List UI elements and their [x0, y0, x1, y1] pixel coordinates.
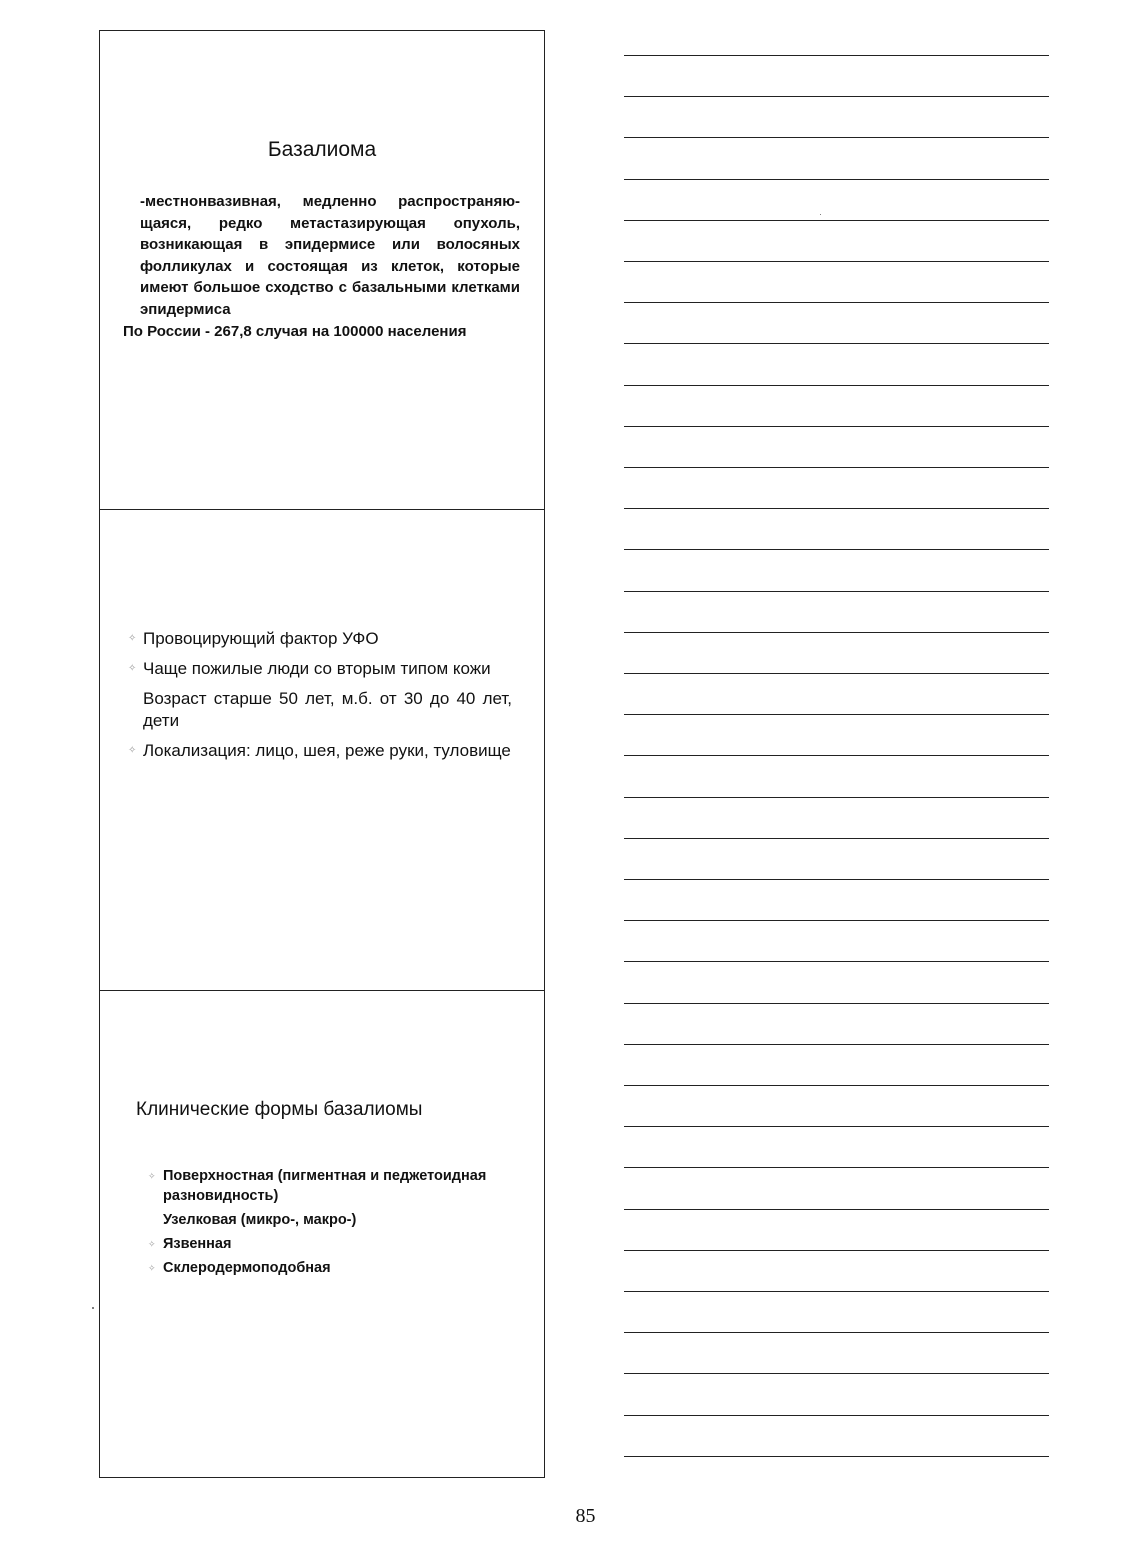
slide-basalioma-definition — [100, 31, 544, 510]
clinical-forms-list — [148, 1166, 518, 1282]
list-item: ✧ Чаще пожилые люди со вторым типом кожи — [128, 659, 491, 678]
note-line — [624, 1209, 1049, 1210]
list-item: ✧ Склеродермоподобная — [148, 1260, 331, 1276]
note-line — [624, 591, 1049, 592]
note-line — [624, 797, 1049, 798]
note-line — [624, 1456, 1049, 1457]
note-line — [624, 1003, 1049, 1004]
bullet-icon: ✧ — [128, 663, 137, 674]
bullet-icon: ✧ — [148, 1171, 156, 1181]
list-item: ✧ Поверхностная (пигментная и педжетоидная разновидность) — [148, 1168, 487, 1204]
note-line — [624, 220, 1049, 221]
list-item: ✧ Провоцирующий фактор УФО — [128, 629, 379, 648]
note-line — [624, 673, 1049, 674]
definition-text: -местнонвазивная, медленно распространяю-щаяся, редко метастазирующая опухоль, возникающая в эпидермисе или волосяных фолликулах и состоящая из клеток, которые имеют большое сходство с базальными клетками эпидермиса — [140, 193, 520, 318]
note-line — [624, 1085, 1049, 1086]
bullet-icon: ✧ — [148, 1263, 156, 1273]
note-line — [624, 920, 1049, 921]
note-line — [624, 137, 1049, 138]
note-line — [624, 55, 1049, 56]
note-line — [624, 179, 1049, 180]
note-line — [624, 714, 1049, 715]
note-line — [624, 1044, 1049, 1045]
note-line — [624, 385, 1049, 386]
bullet-icon: ✧ — [128, 745, 137, 756]
note-line — [624, 1167, 1049, 1168]
note-line — [624, 426, 1049, 427]
scan-speck — [92, 1307, 94, 1309]
note-line — [624, 508, 1049, 509]
list-item: Узелковая (микро-, макро-) — [163, 1212, 357, 1228]
note-line — [624, 96, 1049, 97]
bullet-icon: ✧ — [128, 633, 137, 644]
note-line — [624, 549, 1049, 550]
note-line — [624, 1415, 1049, 1416]
note-line — [624, 302, 1049, 303]
note-line — [624, 1291, 1049, 1292]
list-item: ✧ Локализация: лицо, шея, реже руки, туловище — [128, 741, 511, 760]
note-line — [624, 1373, 1049, 1374]
bullet-icon: ✧ — [148, 1239, 156, 1249]
scan-speck — [820, 214, 821, 215]
risk-factor-list — [124, 628, 512, 770]
note-line — [624, 261, 1049, 262]
note-line — [624, 1332, 1049, 1333]
note-line — [624, 838, 1049, 839]
note-line — [624, 879, 1049, 880]
slide-title: Клинические формы базалиомы — [136, 1099, 423, 1120]
note-line — [624, 632, 1049, 633]
slide-clinical-forms — [100, 991, 544, 1479]
page-number: 85 — [575, 1505, 596, 1527]
note-line — [624, 467, 1049, 468]
incidence-text: По России - 267,8 случая на 100000 населения — [123, 323, 467, 340]
slide-risk-factors — [100, 510, 544, 991]
note-line — [624, 1126, 1049, 1127]
note-line — [624, 961, 1049, 962]
note-line — [624, 343, 1049, 344]
note-line — [624, 1250, 1049, 1251]
note-line — [624, 755, 1049, 756]
list-item: ✧ Язвенная — [148, 1236, 232, 1252]
notes-lines-area — [624, 0, 1049, 1480]
slides-frame — [99, 30, 545, 1478]
list-item: Возраст старше 50 лет, м.б. от 30 до 40 лет, дети — [143, 689, 512, 730]
slide-title: Базалиома — [267, 138, 377, 161]
